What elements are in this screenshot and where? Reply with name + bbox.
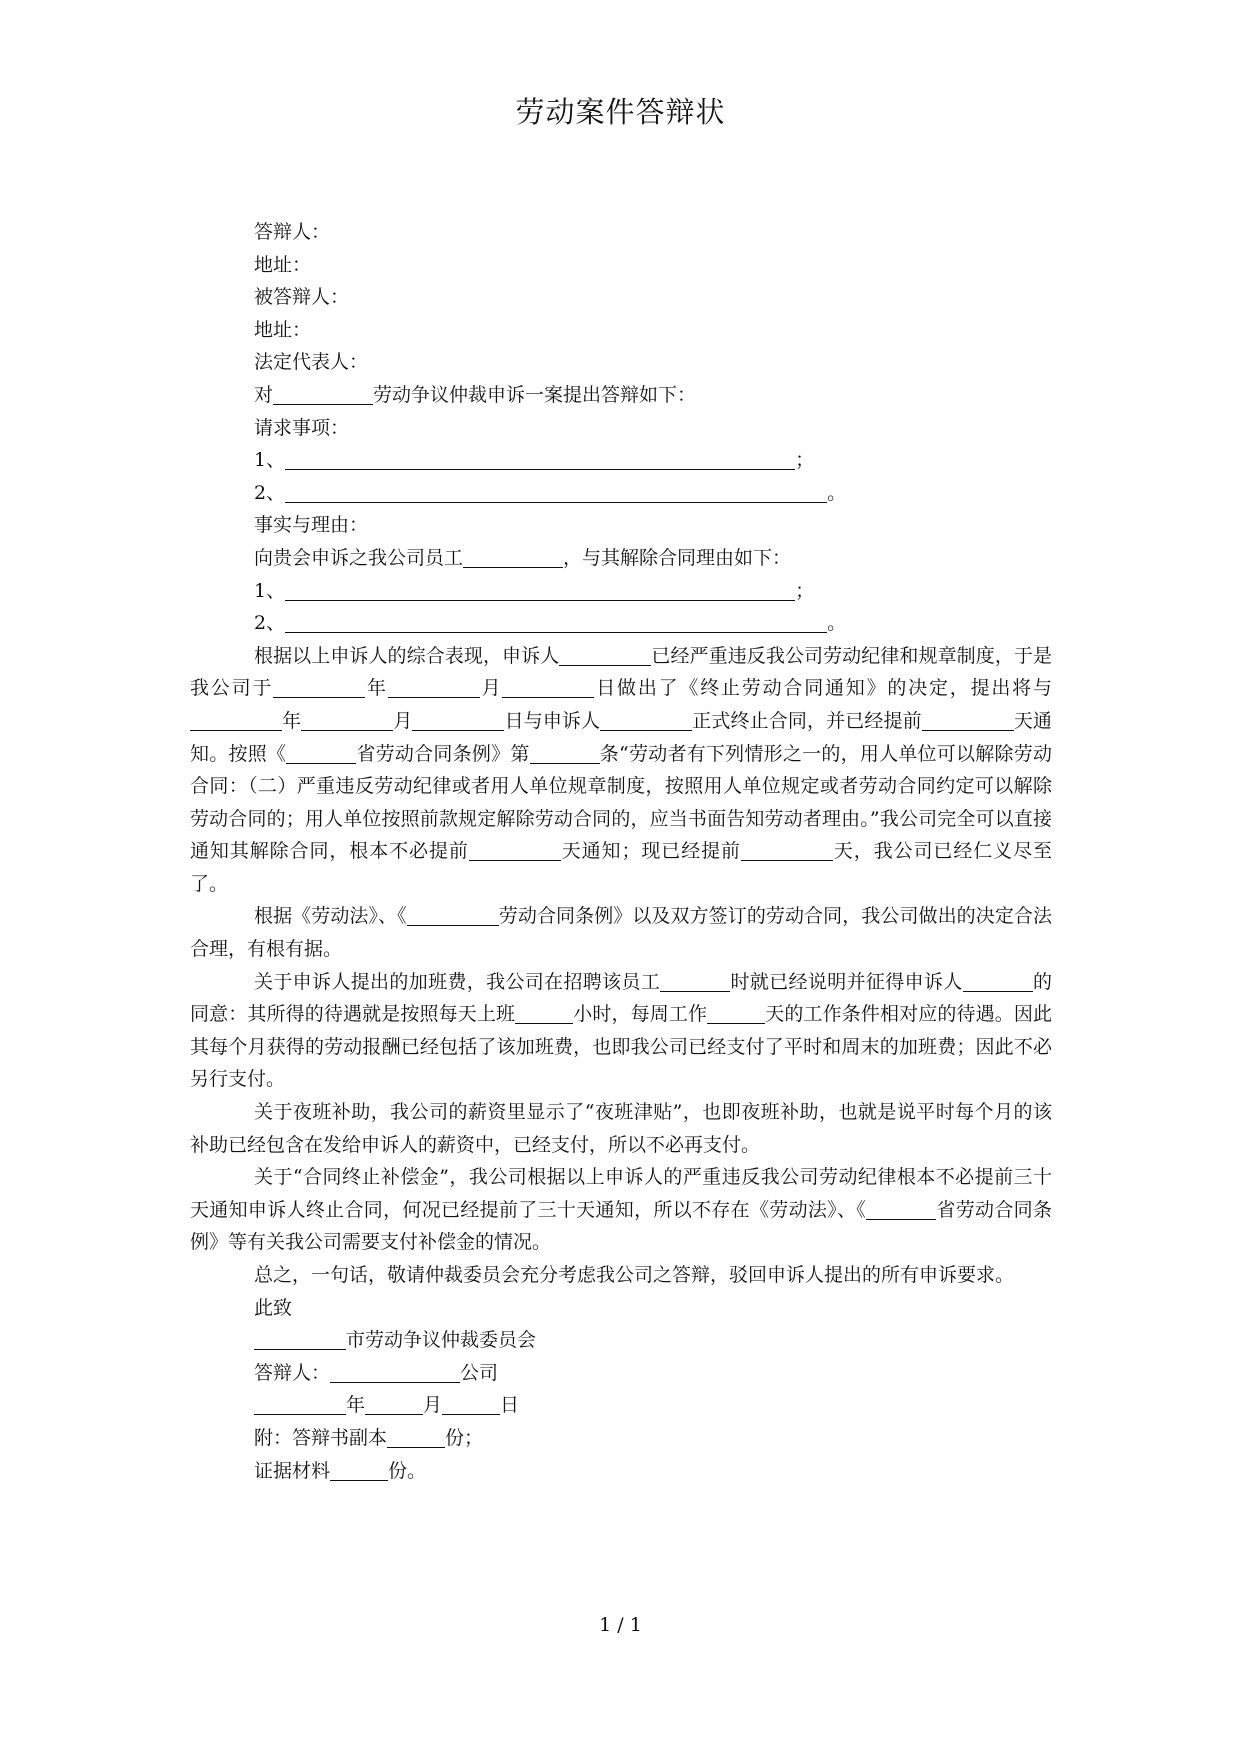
blank-request-2 xyxy=(285,480,827,503)
facts-intro-prefix: 向贵会申诉之我公司员工 xyxy=(254,546,464,569)
blank-month-2 xyxy=(301,708,393,731)
requests-heading: 请求事项： xyxy=(254,416,350,439)
paragraph-legal-basis xyxy=(190,900,1052,965)
blank-province-2 xyxy=(407,903,499,926)
respondent-address-line: 地址： xyxy=(254,253,312,276)
blank-day xyxy=(502,675,594,698)
facts-item-2-end: 。 xyxy=(827,612,847,635)
date-year: 年 xyxy=(346,1394,366,1417)
paragraph-overtime xyxy=(190,966,1052,1096)
page-number: 1 / 1 xyxy=(599,1614,642,1636)
respondent-line: 答辩人： xyxy=(254,221,331,243)
request-item-2-number: 2、 xyxy=(254,481,286,504)
evidence-prefix: 证据材料 xyxy=(254,1459,331,1482)
blank-claimant-3 xyxy=(963,969,1033,992)
facts-item-2 xyxy=(190,607,1052,640)
blank-claimant xyxy=(559,643,651,666)
evidence-line xyxy=(190,1455,1052,1488)
blank-notice-days-2 xyxy=(469,838,561,861)
blank-claimant-name xyxy=(273,382,373,405)
blank-province xyxy=(286,741,356,764)
blank-sign-month xyxy=(365,1392,423,1415)
blank-year xyxy=(273,675,365,698)
facts-intro-suffix: ，与其解除合同理由如下： xyxy=(563,546,792,569)
p3-text-2: 时就已经说明并征得申诉人 xyxy=(730,970,963,993)
claimant-line: 被答辩人： xyxy=(254,286,350,309)
attachment-line xyxy=(190,1422,1052,1455)
p3-text-3: 的同意：其所得的待遇就是按照每天上班 xyxy=(190,970,1052,1026)
case-intro-prefix: 对 xyxy=(254,383,274,406)
p1-text-13: 天通知；现已经提前 xyxy=(560,840,741,863)
committee-name: 市劳动争议仲裁委员会 xyxy=(346,1329,537,1352)
p1-text-10: 天通知。按照《 xyxy=(190,709,1052,765)
request-item-2-end: 。 xyxy=(827,481,847,504)
date-month: 月 xyxy=(423,1394,443,1417)
request-item-2 xyxy=(190,477,1052,510)
p1-text-5: 日做出了《终止劳动合同通知》的决定，提出将与 xyxy=(594,677,1052,700)
blank-province-3 xyxy=(866,1197,936,1220)
signature-line xyxy=(190,1357,1052,1390)
p1-text-4: 月 xyxy=(479,677,503,700)
p1-text-2: 已经严重违反我公司劳动纪律和规章制度，于是我公司于 xyxy=(190,644,1052,700)
facts-item-1-end: ； xyxy=(795,579,815,602)
document-body xyxy=(190,216,1052,1487)
blank-reason-2 xyxy=(285,610,827,633)
document-title: 劳动案件答辩状 xyxy=(515,95,726,129)
attachment-prefix: 附：答辩书副本 xyxy=(254,1426,388,1449)
claimant-address-line: 地址： xyxy=(254,318,312,341)
p1-text-12: 条“劳动者有下列情形之一的，用人单位可以解除劳动合同：（二）严重违反劳动纪律或者用人单位规章制度，按照用人单位规定或者劳动合同约定可以解除劳动合同的；用人单位按照前款规定解除劳动合同的，应当书面告知劳动者理由。”我公司完全可以直接通知其解除合同，根本不必提前 xyxy=(190,742,1052,863)
facts-intro-line xyxy=(190,542,1052,575)
blank-copies xyxy=(387,1425,445,1448)
blank-request-1 xyxy=(285,447,795,470)
blank-day-2 xyxy=(412,708,504,731)
request-item-1-end: ； xyxy=(795,449,815,472)
legal-rep-line: 法定代表人： xyxy=(254,351,369,374)
blank-notice-days xyxy=(922,708,1014,731)
p1-text-11: 省劳动合同条例》第 xyxy=(356,742,530,765)
blank-claimant-2 xyxy=(600,708,692,731)
date-day: 日 xyxy=(500,1394,520,1417)
p3-text-5: 天的工作条件相对应的待遇。因此其每个月获得的劳动报酬已经包括了该加班费，也即我公司已经支付了平时和周末的加班费；因此不必另行支付。 xyxy=(190,1003,1052,1091)
p1-text-6: 年 xyxy=(282,709,302,732)
blank-sign-day xyxy=(442,1392,500,1415)
paragraph-night-allowance: 关于夜班补助，我公司的薪资里显示了“夜班津贴”，也即夜班补助，也就是说平时每个月的该补助已经包含在发给申诉人的薪资中，已经支付，所以不必再支付。 xyxy=(190,1101,1052,1156)
case-intro-line xyxy=(190,379,1052,412)
p5-text-1: 关于“合同终止补偿金”，我公司根据以上申诉人的严重违反我公司劳动纪律根本不必提前三十天通知申诉人终止合同，何况已经提前了三十天通知，所以不存在《劳动法》、《 xyxy=(190,1166,1052,1221)
request-item-1 xyxy=(190,444,1052,477)
blank-days xyxy=(707,1001,765,1024)
p1-text-8: 日与申诉人 xyxy=(504,709,601,732)
blank-hiring xyxy=(660,969,730,992)
paragraph-conclusion: 总之，一句话，敬请仲裁委员会充分考虑我公司之答辩，驳回申诉人提出的所有申诉要求。 xyxy=(254,1264,1015,1286)
p5-text-2: 省劳动合同条例》等有关我公司需要支付补偿金的情况。 xyxy=(190,1198,1052,1254)
facts-item-1 xyxy=(190,575,1052,608)
blank-city xyxy=(254,1327,346,1350)
facts-item-1-number: 1、 xyxy=(254,579,286,602)
blank-employee-name xyxy=(463,545,563,568)
blank-reason-1 xyxy=(285,578,795,601)
p1-text-9: 正式终止合同，并已经提前 xyxy=(692,709,922,732)
p3-text-1: 关于申诉人提出的加班费，我公司在招聘该员工 xyxy=(254,970,661,993)
facts-heading: 事实与理由： xyxy=(254,514,369,537)
facts-item-2-number: 2、 xyxy=(254,612,286,635)
p1-text-3: 年 xyxy=(365,677,388,700)
blank-notice-days-3 xyxy=(741,838,833,861)
request-item-1-number: 1、 xyxy=(254,449,286,472)
committee-line xyxy=(190,1324,1052,1357)
p1-text-14: 天，我公司已经仁义尽至了。 xyxy=(190,840,1052,895)
blank-year-2 xyxy=(190,708,282,731)
blank-hours xyxy=(515,1001,573,1024)
signature-suffix: 公司 xyxy=(460,1361,499,1384)
paragraph-termination xyxy=(190,640,1052,901)
p1-text-1: 根据以上申诉人的综合表现，申诉人 xyxy=(254,644,560,667)
blank-company xyxy=(330,1360,460,1383)
blank-evidence xyxy=(330,1458,388,1481)
signature-prefix: 答辩人： xyxy=(254,1361,331,1384)
salutation: 此致 xyxy=(254,1296,293,1319)
blank-sign-year xyxy=(254,1392,346,1415)
p3-text-4: 小时，每周工作 xyxy=(573,1003,708,1026)
paragraph-compensation xyxy=(190,1161,1052,1259)
blank-month xyxy=(388,675,480,698)
attachment-suffix: 份； xyxy=(445,1426,484,1449)
p2-text-1: 根据《劳动法》、《 xyxy=(254,905,407,928)
date-line xyxy=(190,1389,1052,1422)
p1-text-7: 月 xyxy=(393,709,413,732)
evidence-suffix: 份。 xyxy=(388,1459,427,1482)
p2-text-2: 劳动合同条例》以及双方签订的劳动合同，我公司做出的决定合法合理，有根有据。 xyxy=(190,905,1052,961)
case-intro-suffix: 劳动争议仲裁申诉一案提出答辩如下： xyxy=(373,383,697,406)
blank-article xyxy=(530,741,600,764)
